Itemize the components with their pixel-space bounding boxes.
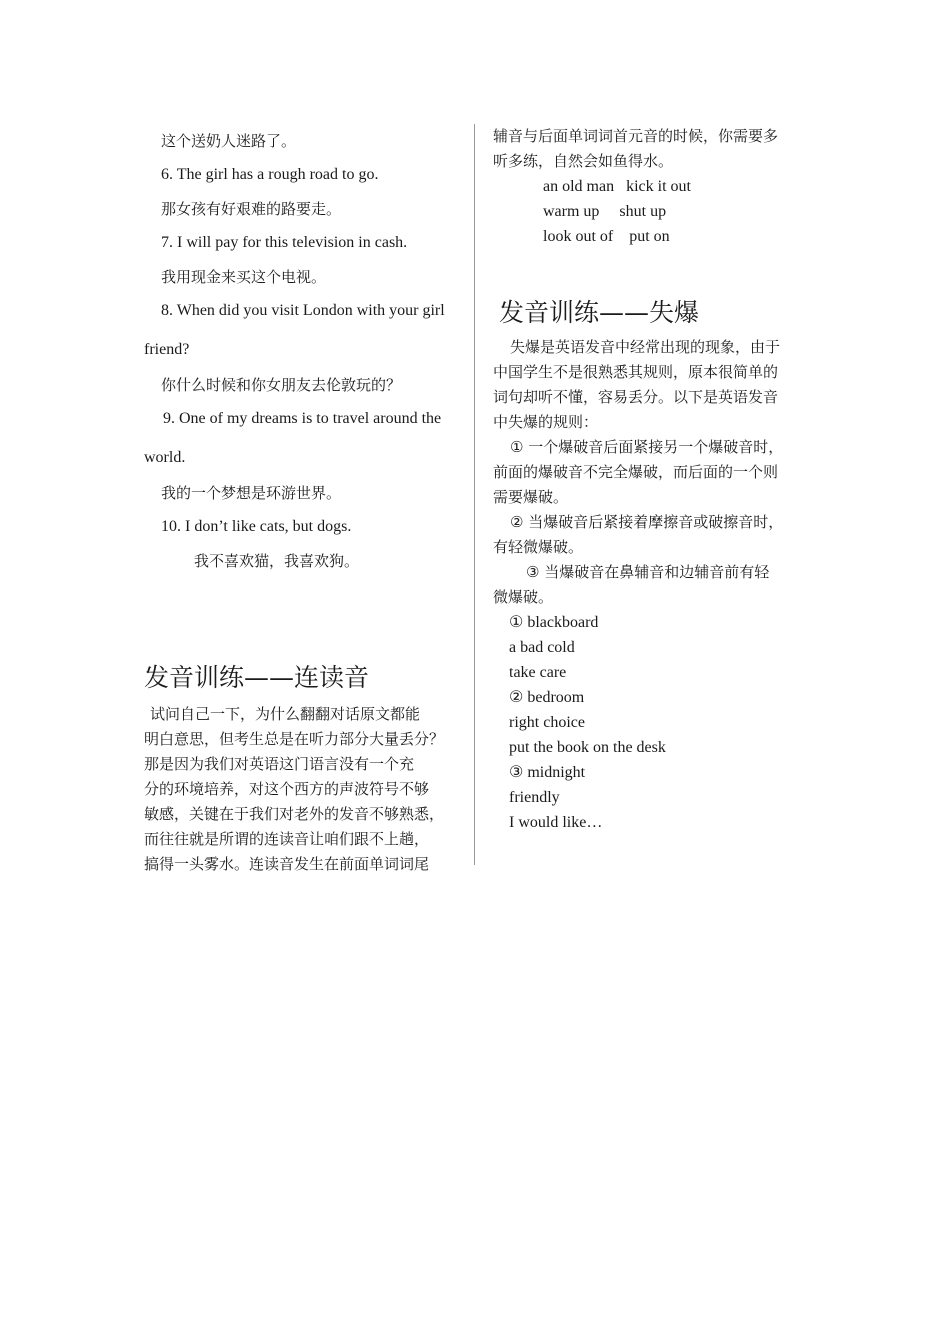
sentence-6: 6. The girl has a rough road to go. (161, 166, 379, 183)
word-list-item: right choice (509, 714, 585, 731)
paragraph-line: 辅音与后面单词词首元音的时候，你需要多 (493, 127, 779, 145)
paragraph-line: 明白意思，但考生总是在听力部分大量丢分？ (144, 730, 445, 748)
paragraph-line: 搞得一头雾水。连读音发生在前面单词词尾 (144, 855, 430, 873)
sentence-translation-9: 我的一个梦想是环游世界。 (161, 484, 342, 502)
word-list-item: ② bedroom (509, 689, 585, 706)
word-list-item: take care (509, 664, 567, 681)
liaison-examples (493, 174, 823, 249)
sentence-translation-5: 这个送奶人迷路了。 (161, 132, 297, 150)
paragraph-line: 分的环境培养，对这个西方的声波符号不够 (144, 780, 430, 798)
paragraph-line: 微爆破。 (493, 588, 554, 606)
rule-line: ③ 当爆破音在鼻辅音和边辅音前有轻 (526, 563, 770, 581)
paragraph-line: 需要爆破。 (493, 488, 569, 506)
example-line: look out of put on (543, 228, 670, 245)
paragraph-line: 那是因为我们对英语这门语言没有一个充 (144, 755, 415, 773)
sentence-translation-8: 你什么时候和你女朋友去伦敦玩的？ (161, 376, 402, 394)
sentence-9: 9. One of my dreams is to travel around the (163, 410, 442, 427)
paragraph-line: 听多练，自然会如鱼得水。 (493, 152, 674, 170)
left-column (144, 124, 470, 877)
word-list-item: ① blackboard (509, 614, 599, 631)
column-divider (474, 124, 475, 865)
word-list-item: a bad cold (509, 639, 575, 656)
sentence-translation-7: 我用现金来买这个电视。 (161, 268, 327, 286)
word-list-item: ③ midnight (509, 764, 586, 781)
paragraph-line: 中国学生不是很熟悉其规则，原本很简单的 (493, 363, 779, 381)
sentence-8-cont: friend? (144, 341, 190, 358)
paragraph-line: 敏感，关键在于我们对老外的发音不够熟悉， (144, 805, 445, 823)
example-line: an old man kick it out (543, 178, 691, 195)
word-list-item: put the book on the desk (509, 739, 666, 756)
liaison-paragraph (144, 702, 470, 877)
example-line: warm up shut up (543, 203, 667, 220)
word-list-item: I would like… (509, 814, 603, 831)
paragraph-line: 中失爆的规则： (493, 413, 599, 431)
paragraph-line: 失爆是英语发音中经常出现的现象，由于 (510, 338, 781, 356)
paragraph-line: 词句却听不懂，容易丢分。以下是英语发音 (493, 388, 779, 406)
rule-line: ② 当爆破音后紧接着摩擦音或破擦音时， (510, 513, 784, 531)
loss-of-plosion-paragraph (493, 335, 823, 610)
sentence-translation-10: 我不喜欢猫，我喜欢狗。 (194, 552, 360, 570)
sentence-9-cont: world. (144, 449, 186, 466)
paragraph-line: 试问自己一下，为什么翻翻对话原文都能 (150, 705, 421, 723)
rule-line: ① 一个爆破音后面紧接另一个爆破音时， (510, 438, 784, 456)
section-heading-loss-of-plosion: 发音训练——失爆 (499, 298, 700, 327)
section-heading-liaison: 发音训练——连读音 (144, 663, 370, 692)
sentence-7: 7. I will pay for this television in cash. (161, 234, 408, 251)
paragraph-line: 有轻微爆破。 (493, 538, 584, 556)
sentence-translation-6: 那女孩有好艰难的路要走。 (161, 200, 342, 218)
word-list-item: friendly (509, 789, 560, 806)
paragraph-line: 前面的爆破音不完全爆破，而后面的一个则 (493, 463, 779, 481)
right-column (493, 124, 823, 835)
sentence-8: 8. When did you visit London with your girl (161, 302, 445, 319)
paragraph-line: 而往往就是所谓的连读音让咱们跟不上趟， (144, 830, 430, 848)
loss-of-plosion-word-list (493, 610, 823, 835)
sentence-10: 10. I don’t like cats, but dogs. (161, 518, 352, 535)
